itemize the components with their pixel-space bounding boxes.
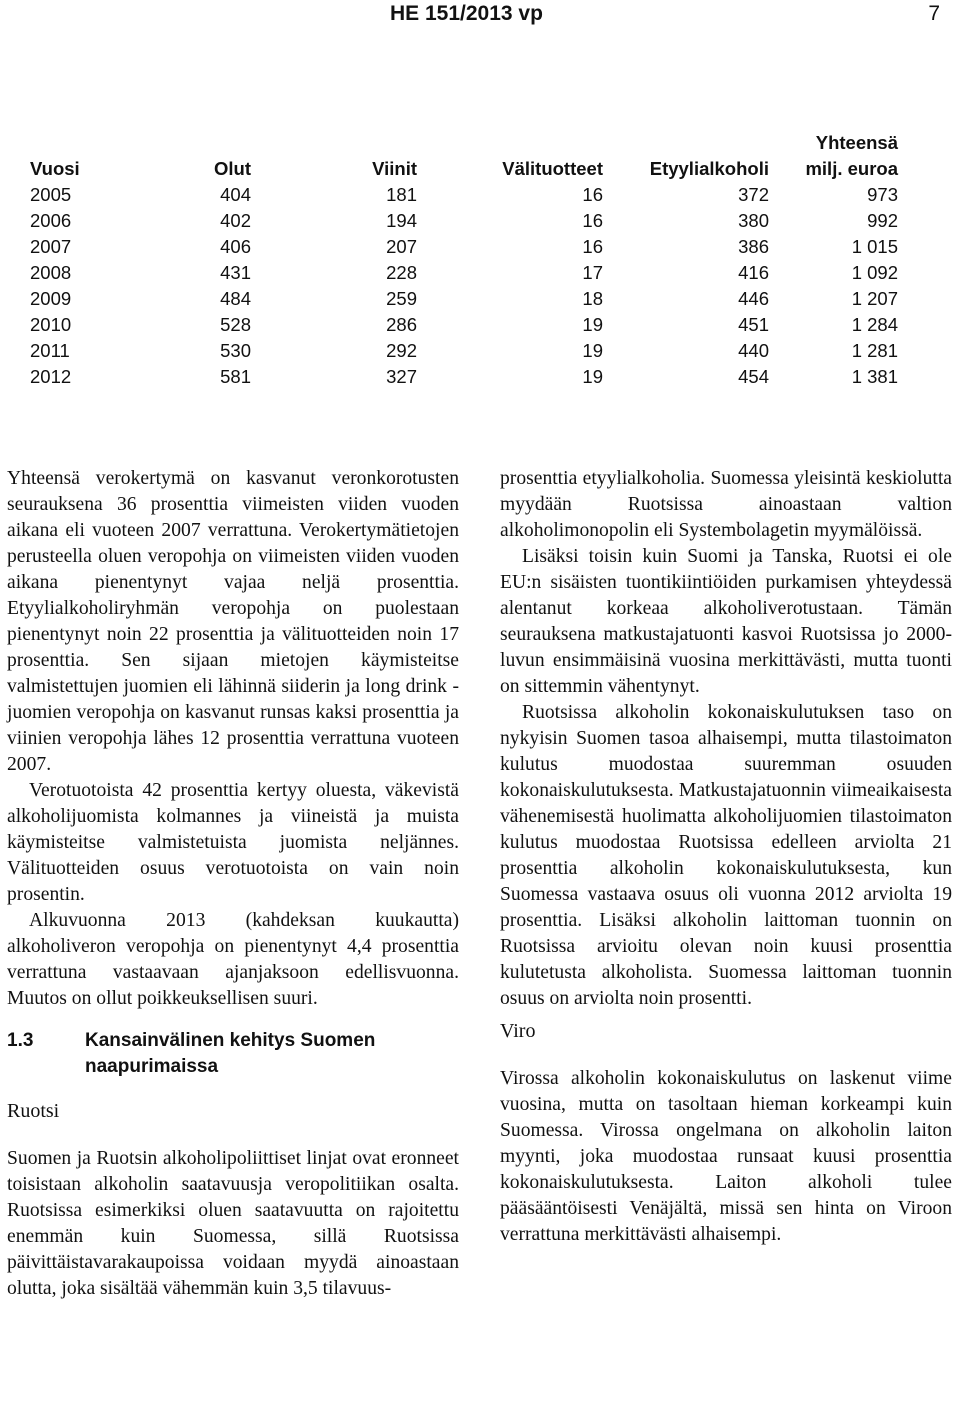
table-cell: 380	[738, 210, 769, 231]
table-cell: 406	[220, 236, 251, 257]
table-cell: 992	[867, 210, 898, 231]
table-cell: 2005	[30, 184, 72, 205]
column-header-wines: Viinit	[372, 158, 417, 179]
table-cell: 431	[220, 262, 251, 283]
table-row	[30, 182, 898, 208]
table-cell: 19	[582, 366, 603, 387]
table-cell: 16	[582, 236, 603, 257]
paragraph: Alkuvuonna 2013 (kahdeksan kuukautta) alkoholiveron veropohja on pienentynyt 4,4 prosenttia verrattuna vastaavaan ajanjaksoon edellisvuonna. Muutos on ollut poikkeuksellisen suuri.	[7, 910, 459, 1009]
subheading-estonia: Viro	[500, 1020, 536, 1042]
table-cell: 228	[386, 262, 417, 283]
paragraph: Verotuotoista 42 prosenttia kertyy oluesta, väkevistä alkoholijuomista kolmannes ja viineistä ja muista käymisteitse valmistetuista juomista neljännes. Välituotteiden osuus verotuotoista on vain noin prosentin.	[7, 780, 459, 905]
table-cell: 2012	[30, 366, 72, 387]
table-cell: 19	[582, 314, 603, 335]
column-header-year: Vuosi	[30, 158, 80, 179]
table-cell: 2008	[30, 262, 72, 283]
total-header-line1: Yhteensä	[815, 132, 898, 153]
paragraph: prosenttia etyylialkoholia. Suomessa yleisintä keskiolutta myydään Ruotsissa ainoastaan valtion alkoholimonopolin eli Systembolagetin myymälöissä.	[500, 468, 952, 541]
table-cell: 2007	[30, 236, 72, 257]
paragraph: Lisäksi toisin kuin Suomi ja Tanska, Ruotsi ei ole EU:n sisäisten tuontikiintiöiden purkamisen yhteydessä alentanut korkeaa alkoholiverotustaan. Tämän seurauksena matkustajatuonti kasvoi Ruotsissa jo 2000-luvun ensimmäisinä vuosina merkittävästi, mutta tuonti on sittemmin vähentynyt.	[500, 546, 952, 697]
table-cell: 446	[738, 288, 769, 309]
table-cell: 581	[220, 366, 251, 387]
table-cell: 386	[738, 236, 769, 257]
table-cell: 16	[582, 210, 603, 231]
page-number: 7	[928, 2, 940, 25]
column-header-beer: Olut	[214, 158, 251, 179]
table-cell: 207	[386, 236, 417, 257]
table-body	[30, 182, 898, 390]
page-header	[390, 2, 940, 32]
tax-revenue-table	[30, 130, 898, 390]
section-number: 1.3	[7, 1030, 34, 1051]
table-cell: 1 281	[851, 340, 898, 361]
table-cell: 19	[582, 340, 603, 361]
paragraph: Virossa alkoholin kokonaiskulutus on laskenut viime vuosina, mutta on tasoltaan hieman korkeampi kuin Suomessa. Virossa ongelmana on alkoholin laiton myynti, joka muodostaa runsaat kuusi prosenttia kokonaiskulutuksesta. Laiton alkoholi tulee pääsääntöisesti Venäjältä, missä sen hinta on Viroon verrattuna merkittävästi alhaisempi.	[500, 1068, 952, 1245]
table-cell: 259	[386, 288, 417, 309]
table-cell: 402	[220, 210, 251, 231]
table-cell: 372	[738, 184, 769, 205]
table-cell: 286	[386, 314, 417, 335]
table-cell: 194	[386, 210, 417, 231]
column-header-intermediate: Välituotteet	[502, 158, 603, 179]
document-id: HE 151/2013 vp	[390, 2, 543, 25]
section-heading	[7, 1028, 459, 1080]
table-cell: 2006	[30, 210, 72, 231]
table-cell: 2011	[30, 340, 70, 361]
paragraph: Ruotsissa alkoholin kokonaiskulutuksen taso on nykyisin Suomen tasoa alhaisempi, mutta tilastoimaton kulutus muodostaa suuremman osuuden kokonaiskulutuksesta. Matkustajatuonnin viimeaikaisesta vähenemisestä huolimatta alkoholijuomien tilastoimaton kulutus muodostaa Ruotsissa edelleen arviolta 21 prosenttia alkoholin kokonaiskulutuksesta, kun Suomessa vastaava osuus oli vuonna 2012 arviolta 19 prosenttia. Lisäksi alkoholin laittoman tuonnin on Ruotsissa arvioitu olevan noin kuusi prosenttia kulutetusta alkoholista. Suomessa laittoman tuonnin osuus on arviolta noin prosentti.	[500, 702, 952, 1009]
table-row	[30, 234, 898, 260]
table-cell: 292	[386, 340, 417, 361]
table-cell: 1 207	[851, 288, 898, 309]
table-cell: 416	[738, 262, 769, 283]
left-column	[7, 466, 459, 1302]
total-header-line2: milj. euroa	[805, 158, 898, 179]
column-header-total	[769, 130, 898, 182]
table-row	[30, 208, 898, 234]
table-cell: 327	[386, 366, 417, 387]
right-column	[500, 466, 952, 1248]
column-header-ethyl-alcohol: Etyylialkoholi	[649, 158, 769, 179]
table-cell: 404	[220, 184, 251, 205]
table-cell: 17	[582, 262, 603, 283]
table-cell: 18	[582, 288, 603, 309]
table-cell: 528	[220, 314, 251, 335]
table-row	[30, 338, 898, 364]
table-row	[30, 364, 898, 390]
subheading-sweden: Ruotsi	[7, 1100, 60, 1122]
table-cell: 440	[738, 340, 769, 361]
table-cell: 1 284	[851, 314, 898, 335]
table-row	[30, 260, 898, 286]
table-cell: 451	[738, 314, 769, 335]
table-cell: 484	[220, 288, 251, 309]
table-cell: 1 092	[851, 262, 898, 283]
table-header-row	[30, 130, 898, 182]
table-cell: 2010	[30, 314, 72, 335]
table-cell: 530	[220, 340, 251, 361]
table-row	[30, 286, 898, 312]
table-cell: 973	[867, 184, 898, 205]
paragraph: Yhteensä verokertymä on kasvanut veronkorotusten seurauksena 36 prosenttia viimeisten viiden vuoden aikana eli vuoteen 2007 verrattuna. Verokertymätietojen perusteella oluen veropohja on viimeisten viiden vuoden aikana pienentynyt vajaa neljä prosenttia. Etyylialkoholiryhmän veropohja on puolestaan pienentynyt noin 22 prosenttia ja välituotteiden noin 17 prosenttia. Sen sijaan mietojen käymisteitse valmistettujen juomien eli lähinnä siiderin ja long drink -juomien veropohja on kasvanut runsas kaksi prosenttia ja viinien veropohja lähes 12 prosenttia verrattuna vuoteen 2007.	[7, 468, 459, 775]
table-row	[30, 312, 898, 338]
table-cell: 16	[582, 184, 603, 205]
table-cell: 1 015	[851, 236, 898, 257]
table-cell: 1 381	[851, 366, 898, 387]
table-cell: 181	[386, 184, 417, 205]
paragraph: Suomen ja Ruotsin alkoholipoliittiset linjat ovat eronneet toisistaan alkoholin saatavuusja veropolitiikan osalta. Ruotsissa esimerkiksi oluen saatavuutta on rajoitettu enemmän kuin Suomessa, sillä Ruotsissa päivittäistavarakaupoissa voidaan myydä ainoastaan olutta, joka sisältää vähemmän kuin 3,5 tilavuus-	[7, 1148, 459, 1299]
table-cell: 2009	[30, 288, 72, 309]
section-title: Kansainvälinen kehitys Suomen naapurimaissa	[85, 1030, 376, 1077]
table-cell: 454	[738, 366, 769, 387]
